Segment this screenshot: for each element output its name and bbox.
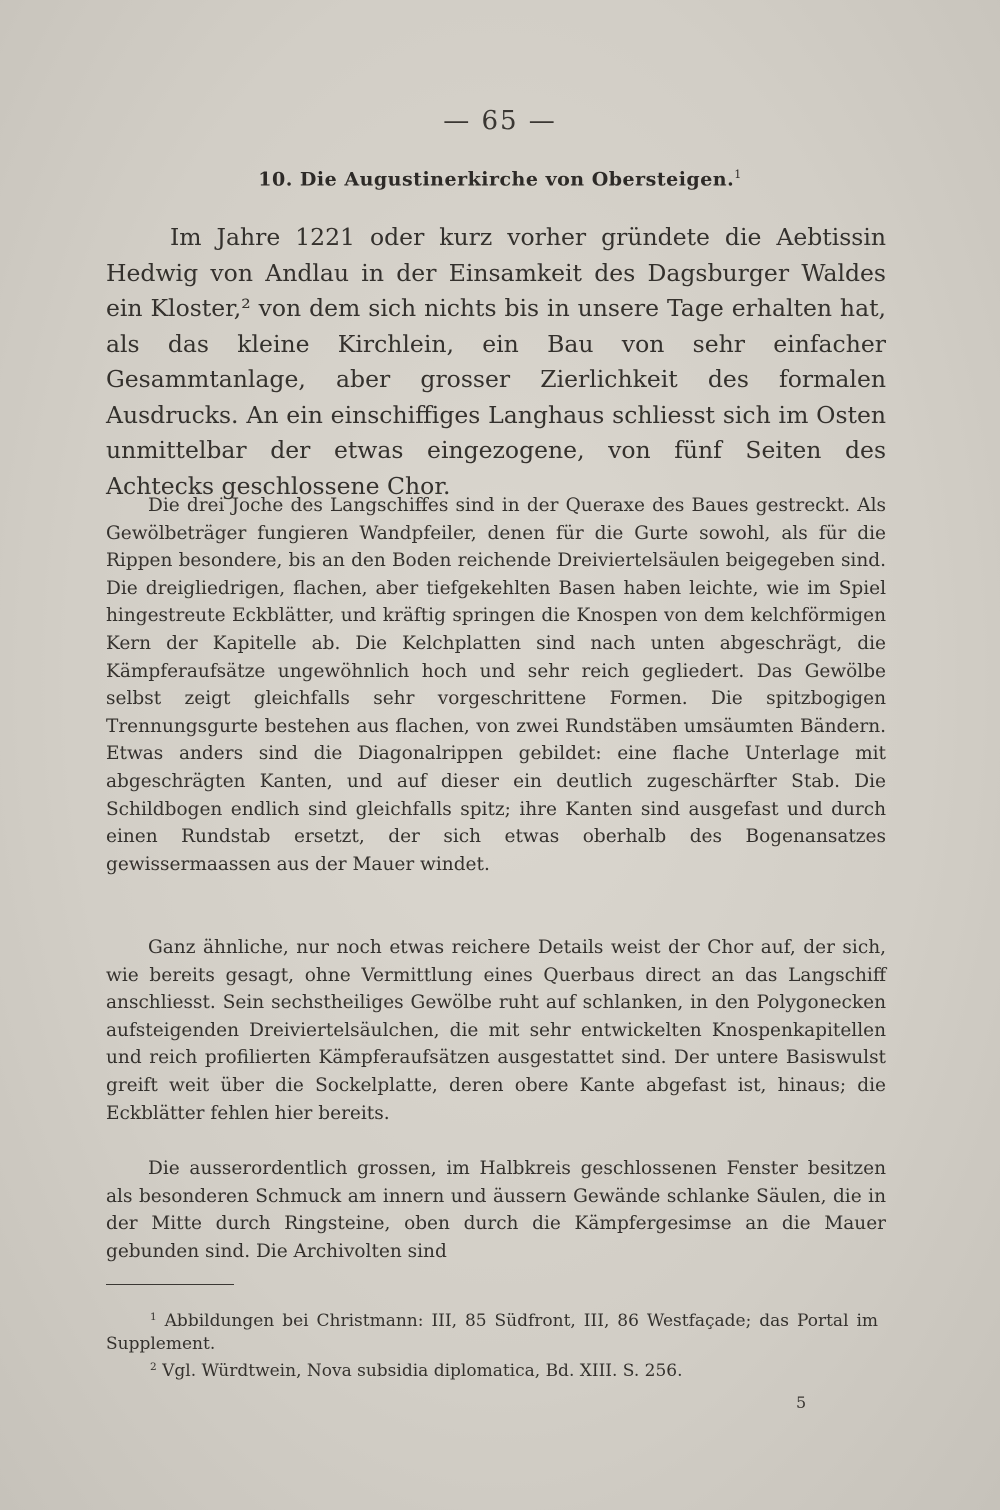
title-footnote-mark: 1 [734,168,742,181]
paragraph-2: Die drei Joche des Langschiffes sind in der Queraxe des Baues gestreckt. Als Gewölbeträger fungieren Wandpfeiler, denen für die Gurte sowohl, als für die Rippen besondere, bis an den Boden reichende Dreiviertelsäulen beigegeben sind. Die dreigliedrigen, flachen, aber tiefgekehlten Basen haben leichte, wie im Spiel hingestreute Eckblätter, und kräftig springen die Knospen von dem kelchförmigen Kern der Kapitelle ab. Die Kelchplatten sind nach unten abgeschrägt, die Kämpferaufsätze ungewöhnlich hoch und sehr reich gegliedert. Das Gewölbe selbst zeigt gleichfalls sehr vorgeschrittene Formen. Die spitzbogigen Trennungsgurte bestehen aus flachen, von zwei Rundstäben umsäumten Bändern. Etwas anders sind die Diagonalrippen gebildet: eine flache Unterlage mit abgeschrägten Kanten, und auf dieser ein deutlich zugeschärfter Stab. Die Schildbogen endlich sind gleichfalls spitz; ihre Kanten sind ausgefast und durch einen Rundstab ersetzt, der sich etwas oberhalb des Bogenansatzes gewissermaassen aus der Mauer windet. [106,495,886,875]
footnote-2-text: Vgl. Würdtwein, Nova subsidia diplomatica, Bd. XIII. S. 256. [162,1361,683,1381]
page-number: — 65 — [443,106,557,136]
paragraph-4: Die ausserordentlich grossen, im Halbkreis geschlossenen Fenster besitzen als besonderen Schmuck am innern und äussern Gewände schlanke Säulen, die in der Mitte durch Ringsteine, oben durch die Kämpfergesimse an die Mauer gebunden sind. Die Archivolten sind [106,1158,886,1262]
paragraph-3: Ganz ähnliche, nur noch etwas reichere Details weist der Chor auf, der sich, wie bereits gesagt, ohne Vermittlung eines Querbaus direct an das Langschiff anschliesst. Sein sechstheiliges Gewölbe ruht auf schlanken, in den Polygonecken aufsteigenden Dreiviertelsäulchen, die mit sehr entwickelten Knospenkapitellen und reich profilierten Kämpferaufsätzen ausgestattet sind. Der untere Basiswulst greift weit über die Sockelplatte, deren obere Kante abgefast ist, hinaus; die Eckblätter fehlen hier bereits. [106,937,886,1124]
signature-mark: 5 [796,1393,807,1412]
footnote-2-mark: 2 [150,1361,157,1373]
footnote-divider [106,1284,234,1285]
footnote-2 [106,1356,878,1383]
paragraph-1: Im Jahre 1221 oder kurz vorher gründete die Aebtissin Hedwig von Andlau in der Einsamkeit des Dagsburger Waldes ein Kloster,² von dem sich nichts bis in unsere Tage erhalten hat, als das kleine Kirchlein, ein Bau von sehr einfacher Gesammtanlage, aber grosser Zierlichkeit des formalen Ausdrucks. An ein einschiffiges Langhaus schliesst sich im Osten unmittelbar der etwas eingezogene, von fünf Seiten des Achtecks geschlossene Chor. [106,223,886,500]
chapter-title [0,168,1000,190]
footnote-1-text: Abbildungen bei Christmann: III, 85 Südfront, III, 86 Westfaçade; das Portal im Supplement. [106,1311,879,1354]
footnotes [106,1306,878,1383]
footnote-1 [106,1306,878,1356]
footnote-1-mark: 1 [150,1311,157,1323]
chapter-title-text: 10. Die Augustinerkirche von Obersteigen. [258,168,735,191]
